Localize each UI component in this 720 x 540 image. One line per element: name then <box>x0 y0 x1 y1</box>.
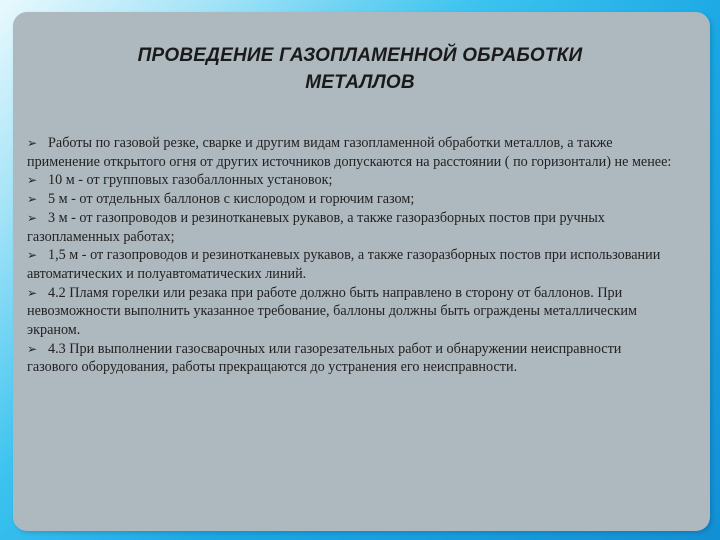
list-item <box>27 340 672 377</box>
list-item-text: 10 м - от групповых газобаллонных установок; <box>48 172 333 189</box>
arrowhead-bullet-icon: ➢ <box>27 285 38 300</box>
list-item-text: 1,5 м - от газопроводов и резинотканевых рукавов, а также газоразборных постов при использовании автоматических и полуавтоматических линий. <box>27 247 661 282</box>
title-line-2: МЕТАЛЛОВ <box>305 72 415 93</box>
list-item-text: 4.3 При выполнении газосварочных или газорезательных работ и обнаружении неисправности газового оборудования, работы прекращаются до устранения его неисправности. <box>27 340 622 376</box>
arrowhead-bullet-icon: ➢ <box>27 136 38 150</box>
bullet-list <box>27 134 672 377</box>
list-item <box>27 190 672 209</box>
list-item <box>27 284 672 340</box>
arrowhead-bullet-icon: ➢ <box>27 192 38 207</box>
arrowhead-bullet-icon: ➢ <box>27 248 38 263</box>
list-item <box>27 209 672 246</box>
arrowhead-bullet-icon: ➢ <box>27 341 38 356</box>
slide-title <box>60 42 660 96</box>
list-item <box>27 171 672 190</box>
title-line-1: ПРОВЕДЕНИЕ ГАЗОПЛАМЕННОЙ ОБРАБОТКИ <box>137 45 583 66</box>
list-item-text: 5 м - от отдельных баллонов с кислородом и горючим газом; <box>48 191 415 208</box>
list-item-text: 4.2 Пламя горелки или резака при работе должно быть направлено в сторону от баллонов. При невозможности выполнить указанное требование, баллоны должны быть ограждены металлическим экраном. <box>27 284 638 339</box>
list-item <box>27 134 672 171</box>
list-item-text: Работы по газовой резке, сварке и другим видам газопламенной обработки металлов, а также применение открытого огня от других источников допускаются на расстоянии ( по горизонтали) не менее: <box>27 135 672 170</box>
arrowhead-bullet-icon: ➢ <box>27 210 38 225</box>
arrowhead-bullet-icon: ➢ <box>27 173 38 188</box>
list-item <box>27 246 672 283</box>
list-item-text: 3 м - от газопроводов и резинотканевых рукавов, а также газоразборных постов при ручных газопламенных работах; <box>27 209 605 245</box>
